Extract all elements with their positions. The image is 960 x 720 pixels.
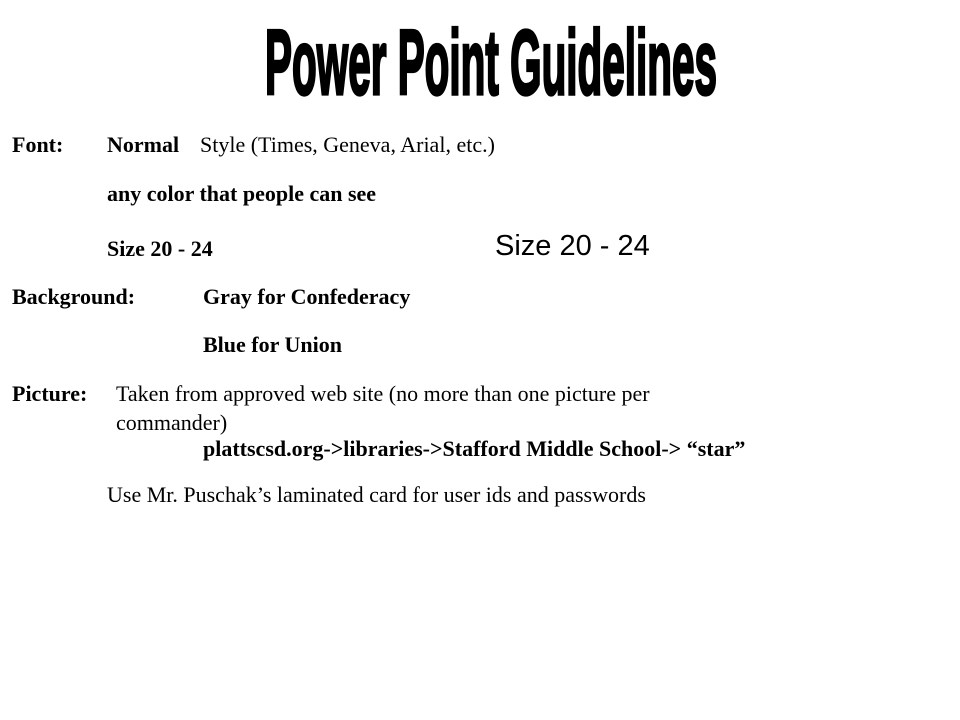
font-style-rest: Style (Times, Geneva, Arial, etc.): [200, 132, 495, 157]
font-size-small: Size 20 - 24: [107, 236, 213, 261]
background-label: Background:: [12, 284, 136, 309]
picture-note: Use Mr. Puschak’s laminated card for user ids and passwords: [107, 482, 646, 507]
picture-line1: Taken from approved web site (no more than one picture per: [116, 381, 650, 406]
background-union: Blue for Union: [203, 332, 342, 357]
picture-path: plattscsd.org->libraries->Stafford Middle School-> “star”: [203, 436, 746, 461]
font-style-bold: Normal: [107, 132, 180, 157]
title-wordart-svg: [258, 2, 724, 130]
slide-title-wordart: [258, 2, 724, 130]
slide-title: Power Point Guidelines: [264, 10, 717, 115]
font-color-line: any color that people can see: [107, 181, 377, 206]
picture-line2: commander): [116, 410, 228, 435]
picture-label: Picture:: [12, 381, 88, 406]
background-confederacy: Gray for Confederacy: [203, 284, 411, 309]
font-label: Font:: [12, 132, 64, 157]
font-size-large: Size 20 - 24: [495, 230, 650, 262]
